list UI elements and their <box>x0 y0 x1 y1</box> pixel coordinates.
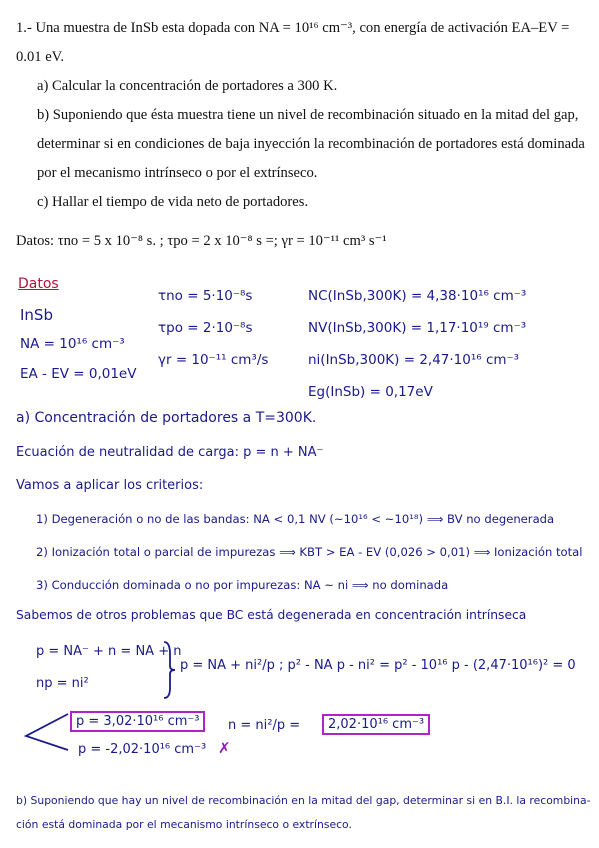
equation-1: p = NA⁻ + n = NA + n <box>36 644 182 659</box>
nc-value: NC(InSb,300K) = 4,38·10¹⁶ cm⁻³ <box>308 288 527 304</box>
system-brace <box>160 640 178 700</box>
na-value: NA = 10¹⁶ cm⁻³ <box>20 336 125 352</box>
part-b: b) Suponiendo que ésta muestra tiene un nivel de recombinación situado en la mitad del gap, determinar si en condiciones de baja inyección la recombinación de portadores está dominada por el mecanismo intrínseco o por el extrínseco. <box>37 107 585 181</box>
criteria-intro: Vamos a aplicar los criterios: <box>16 478 204 493</box>
problem-statement <box>16 14 586 217</box>
tno-value: τno = 5·10⁻⁸s <box>158 288 253 304</box>
criterion-2: 2) Ionización total o parcial de impurezas ⟹ KBT > EA - EV (0,026 > 0,01) ⟹ Ionización total <box>36 545 583 559</box>
section-b-title-2: ción está dominada por el mecanismo intrínseco o extrínseco. <box>16 818 352 831</box>
eg-value: Eg(InSb) = 0,17eV <box>308 384 433 400</box>
n-result: 2,02·10¹⁶ cm⁻³ <box>322 714 430 735</box>
criterion-3: 3) Conducción dominada o no por impurezas: NA ~ ni ⟹ no dominada <box>36 578 449 592</box>
criterion-1: 1) Degeneración o no de las bandas: NA < 0,1 NV (~10¹⁶ < ~10¹⁸) ⟹ BV no degenerada <box>36 512 555 526</box>
datos-title: Datos <box>18 276 59 292</box>
equation-2: np = ni² <box>36 676 89 691</box>
nv-value: NV(InSb,300K) = 1,17·10¹⁹ cm⁻³ <box>308 320 527 336</box>
rejected-mark: ✗ <box>218 739 231 757</box>
problem-text: 1.- Una muestra de InSb esta dopada con NA = 10¹⁶ cm⁻³, con energía de activación EA–EV = 0.01 eV. <box>16 20 570 65</box>
neutrality-equation: Ecuación de neutralidad de carga: p = n + NA⁻ <box>16 445 324 460</box>
section-a-title: a) Concentración de portadores a T=300K. <box>16 410 317 426</box>
tpo-value: τpo = 2·10⁻⁸s <box>158 320 253 336</box>
material: InSb <box>20 306 53 324</box>
solution-branches <box>22 708 70 752</box>
part-a: a) Calcular la concentración de portadores a 300 K. <box>37 78 338 94</box>
ea-value: EA - EV = 0,01eV <box>20 366 137 382</box>
solution-negative: p = -2,02·10¹⁶ cm⁻³ <box>78 742 207 757</box>
datos-line: Datos: τno = 5 x 10⁻⁸ s. ; τpo = 2 x 10⁻⁸ s =; γr = 10⁻¹¹ cm³ s⁻¹ <box>16 233 387 249</box>
section-b-title: b) Suponiendo que hay un nivel de recombinación en la mitad del gap, determinar si en B.I. la recombina- <box>16 794 591 807</box>
part-c: c) Hallar el tiempo de vida neto de portadores. <box>37 194 309 210</box>
known-fact: Sabemos de otros problemas que BC está degenerada en concentración intrínseca <box>16 608 527 622</box>
n-expression: n = ni²/p = <box>228 718 301 733</box>
quadratic-equation: p = NA + ni²/p ; p² - NA p - ni² = p² - 10¹⁶ p - (2,47·10¹⁶)² = 0 <box>180 658 576 673</box>
solution-positive: p = 3,02·10¹⁶ cm⁻³ <box>70 711 205 732</box>
gr-value: γr = 10⁻¹¹ cm³/s <box>158 352 269 368</box>
ni-value: ni(InSb,300K) = 2,47·10¹⁶ cm⁻³ <box>308 352 520 368</box>
